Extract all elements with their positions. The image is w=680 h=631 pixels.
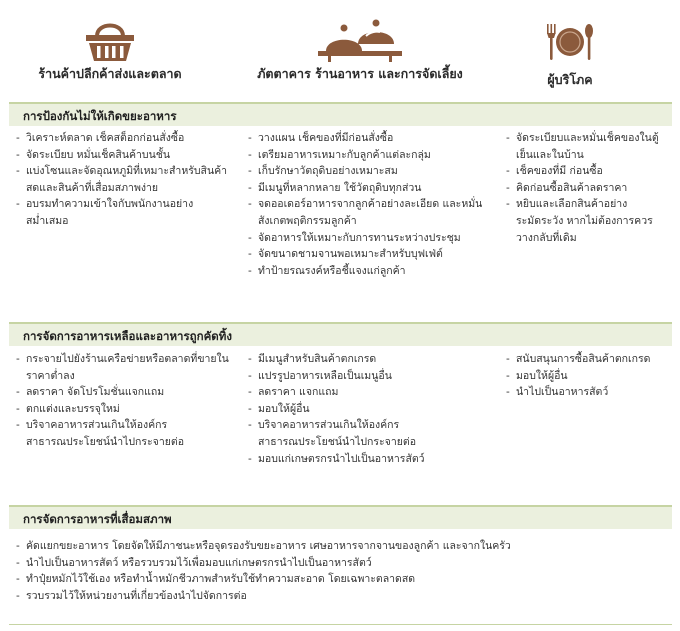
plate-utensils-icon xyxy=(542,20,598,68)
list-item: - จัดระเบียบและหมั่นเช็คของในตู้เย็นและในบ้าน xyxy=(506,130,664,163)
prevention-consumer-list xyxy=(506,130,664,246)
prevention-retail-list xyxy=(16,130,231,230)
list-item: - ทำป้ายรณรงค์หรือชี้แจงแก่ลูกค้า xyxy=(248,263,493,280)
list-item: - เช็คของที่มี ก่อนซื้อ xyxy=(506,163,664,180)
list-item: - ทำปุ๋ยหมักไว้ใช้เอง หรือทำน้ำหมักชีวภาพสำหรับใช้ทำความสะอาด โดยเฉพาะตลาดสด xyxy=(16,571,666,588)
header-restaurant-label: ภัตตาคาร ร้านอาหาร และการจัดเลี้ยง xyxy=(257,66,463,81)
leftover-consumer-list xyxy=(506,351,664,401)
list-item: - จัดขนาดชามจานพอเหมาะสำหรับบุฟเฟ่ต์ xyxy=(248,246,493,263)
section-leftover-title: การจัดการอาหารเหลือและอาหารถูกคัดทิ้ง xyxy=(9,322,672,346)
list-item: - กระจายไปยังร้านเครือข่ายหรือตลาดที่ขายในราคาต่ำลง xyxy=(16,351,231,384)
list-item: - สนับสนุนการซื้อสินค้าตกเกรด xyxy=(506,351,664,368)
prevention-restaurant-list xyxy=(248,130,493,279)
serving-dish-icon xyxy=(314,14,406,62)
list-item: - วางแผน เช็คของที่มีก่อนสั่งซื้อ xyxy=(248,130,493,147)
list-item: - นำไปเป็นอาหารสัตว์ xyxy=(506,384,664,401)
section-prevention-title: การป้องกันไม่ให้เกิดขยะอาหาร xyxy=(9,102,672,126)
list-item: - หยิบและเลือกสินค้าอย่างระมัดระวัง หากไม่ต้องการควรวางกลับที่เดิม xyxy=(506,196,664,246)
list-item: - บริจาคอาหารส่วนเกินให้องค์กรสาธารณประโยชน์นำไปกระจายต่อ xyxy=(16,417,231,450)
header-consumer xyxy=(520,0,620,90)
list-item: - จดออเดอร์อาหารจากลูกค้าอย่างละเอียด และหมั่นสังเกตพฤติกรรมลูกค้า xyxy=(248,196,493,229)
list-item: - แบ่งโซนและจัดอุณหภูมิที่เหมาะสำหรับสินค้าสดและสินค้าที่เสื่อมสภาพง่าย xyxy=(16,163,231,196)
list-item: - จัดระเบียบ หมั่นเช็คสินค้าบนชั้น xyxy=(16,147,231,164)
category-header xyxy=(0,0,680,100)
bottom-divider xyxy=(9,624,672,625)
header-restaurant xyxy=(240,0,480,84)
list-item: - จัดอาหารให้เหมาะกับการทานระหว่างประชุม xyxy=(248,230,493,247)
list-item: - เก็บรักษาวัตถุดิบอย่างเหมาะสม xyxy=(248,163,493,180)
list-item: - แปรรูปอาหารเหลือเป็นเมนูอื่น xyxy=(248,368,478,385)
list-item: - คัดแยกขยะอาหาร โดยจัดให้มีภาชนะหรือจุดรองรับขยะอาหาร เศษอาหารจากจานของลูกค้า และจากในครัว xyxy=(16,538,666,555)
list-item: - รวบรวมไว้ให้หน่วยงานที่เกี่ยวข้องนำไปจัดการต่อ xyxy=(16,588,666,605)
list-item: - ตกแต่งและบรรจุใหม่ xyxy=(16,401,231,418)
list-item: - มีเมนูที่หลากหลาย ใช้วัตถุดิบทุกส่วน xyxy=(248,180,493,197)
list-item: - คิดก่อนซื้อสินค้าลดราคา xyxy=(506,180,664,197)
list-item: - ลดราคา แจกแถม xyxy=(248,384,478,401)
header-retail-label: ร้านค้าปลีกค้าส่งและตลาด xyxy=(38,66,182,81)
list-item: - วิเคราะห์ตลาด เช็คสต็อกก่อนสั่งซื้อ xyxy=(16,130,231,147)
list-item: - นำไปเป็นอาหารสัตว์ หรือรวบรวมไว้เพื่อมอบแก่เกษตรกรนำไปเป็นอาหารสัตว์ xyxy=(16,555,666,572)
list-item: - ลดราคา จัดโปรโมชั่นแจกแถม xyxy=(16,384,231,401)
list-item: - มอบให้ผู้อื่น xyxy=(506,368,664,385)
header-consumer-label: ผู้บริโภค xyxy=(547,72,593,87)
list-item: - อบรมทำความเข้าใจกับพนักงานอย่างสม่ำเสมอ xyxy=(16,196,231,229)
section-spoiled-title: การจัดการอาหารที่เสื่อมสภาพ xyxy=(9,505,672,529)
list-item: - มอบให้ผู้อื่น xyxy=(248,401,478,418)
list-item: - มอบแก่เกษตรกรนำไปเป็นอาหารสัตว์ xyxy=(248,451,478,468)
list-item: - เตรียมอาหารเหมาะกับลูกค้าแต่ละกลุ่ม xyxy=(248,147,493,164)
leftover-retail-list xyxy=(16,351,231,451)
spoiled-list xyxy=(16,538,666,604)
header-retail xyxy=(20,0,200,84)
list-item: - มีเมนูสำหรับสินค้าตกเกรด xyxy=(248,351,478,368)
leftover-restaurant-list xyxy=(248,351,478,467)
list-item: - บริจาคอาหารส่วนเกินให้องค์กรสาธารณประโยชน์นำไปกระจายต่อ xyxy=(248,417,478,450)
basket-icon xyxy=(80,14,140,62)
